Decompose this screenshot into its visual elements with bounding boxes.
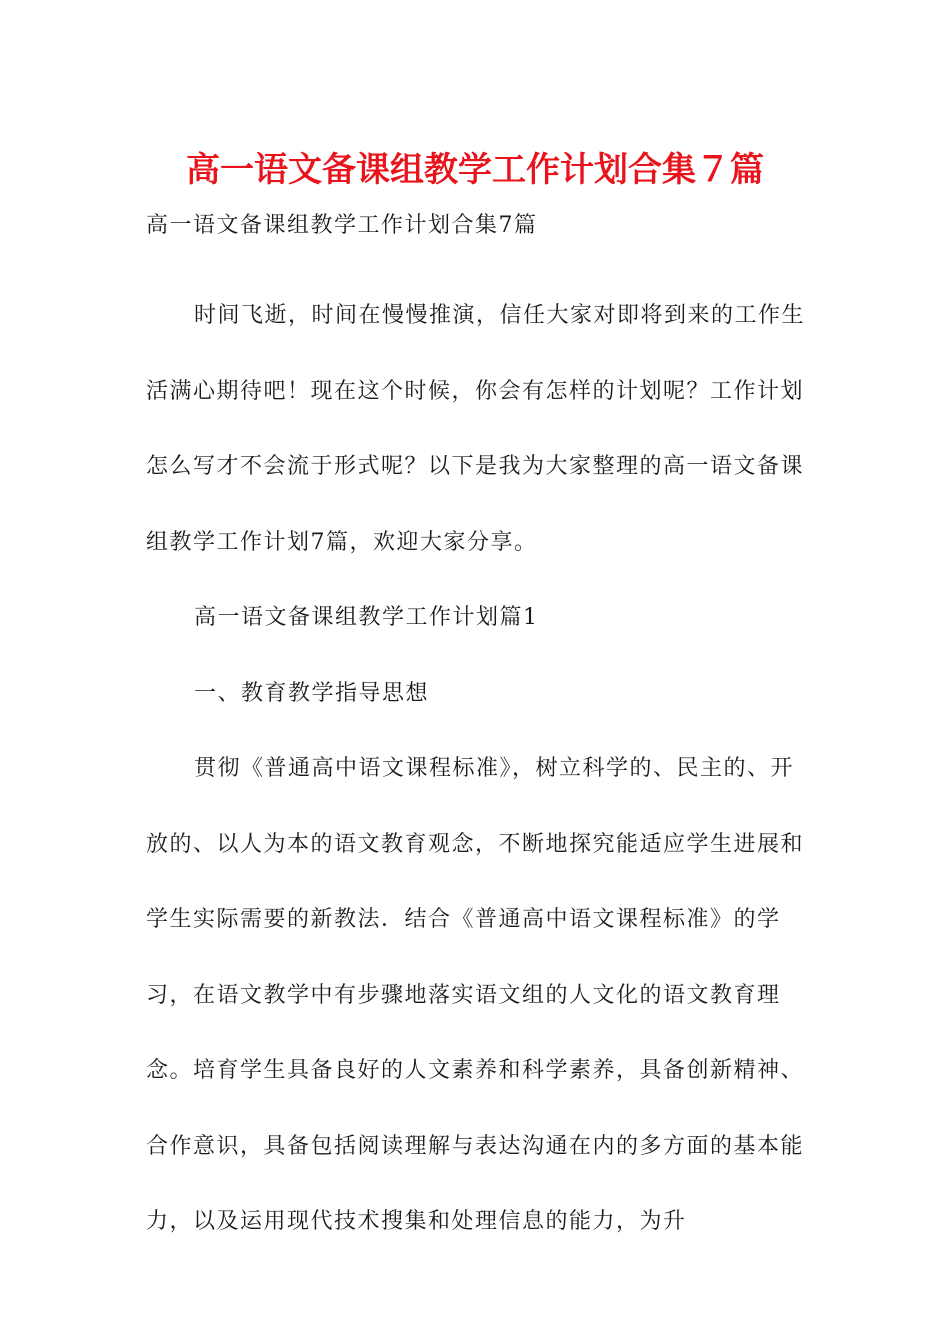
document-title: 高一语文备课组教学工作计划合集７篇 xyxy=(186,150,764,190)
document-subtitle: 高一语文备课组教学工作计划合集7篇 xyxy=(146,213,538,238)
section-heading: 高一语文备课组教学工作计划篇1 xyxy=(194,605,539,630)
body-paragraph: 贯彻《普通高中语文课程标准》，树立科学的、民主的、开放的、以人为本的语文教育观念，不断地探究能适应学生进展和学生实际需要的新教法．结合《普通高中语文课程标准》的学习，在语文教学中有步骤地落实语文组的人文化的语文教育理念。培育学生具备良好的人文素养和科学素养，具备创新精神、合作意识，具备包括阅读理解与表达沟通在内的多方面的基本能力，以及运用现代技术搜集和处理信息的能力，为升 xyxy=(146,756,805,1234)
subsection-heading: 一、教育教学指导思想 xyxy=(194,680,430,706)
document-body xyxy=(146,196,806,1260)
intro-paragraph: 时间飞逝，时间在慢慢推演，信任大家对即将到来的工作生活满心期待吧！现在这个时候，你会有怎样的计划呢？工作计划怎么写才不会流于形式呢？以下是我为大家整理的高一语文备课组教学工作计划7篇，欢迎大家分享。 xyxy=(146,303,806,555)
